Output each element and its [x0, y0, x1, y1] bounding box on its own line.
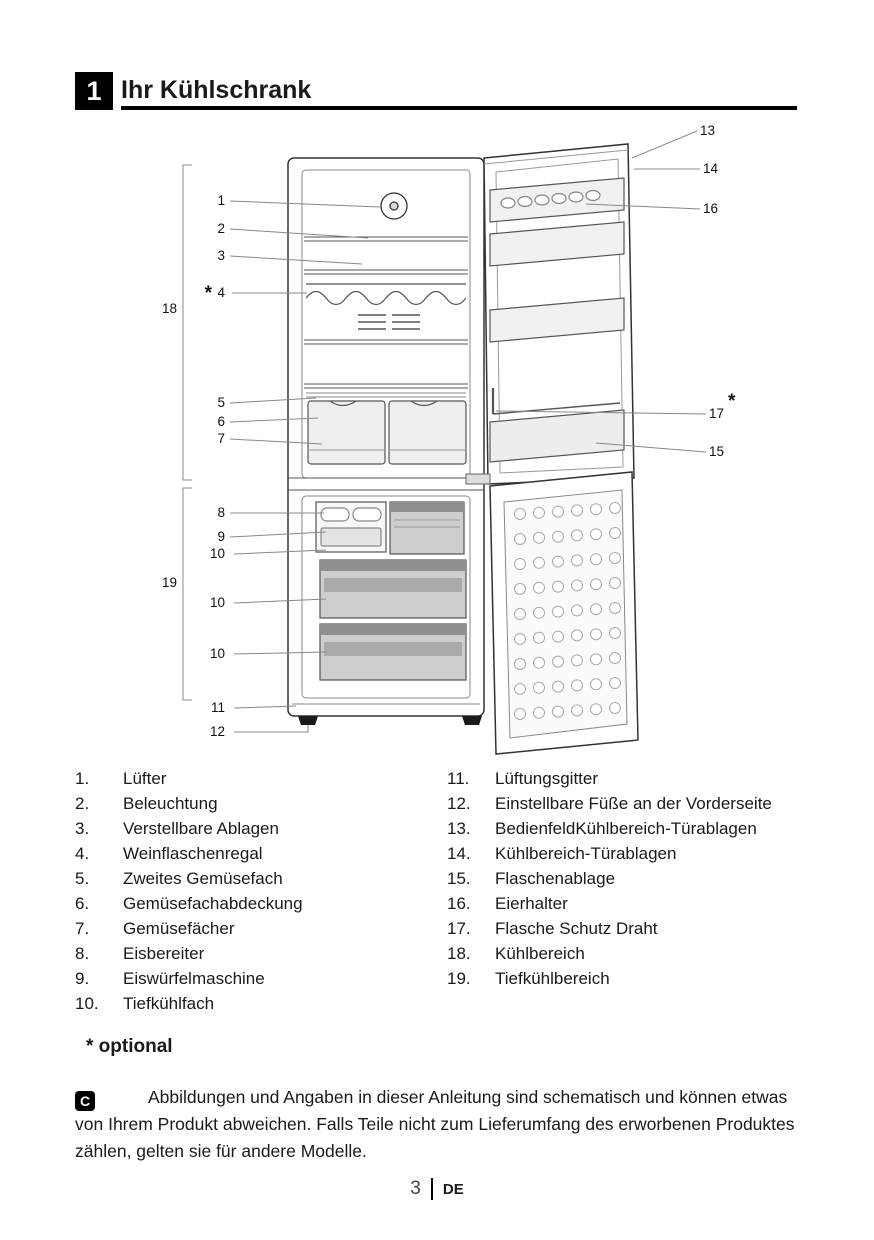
part-label: Zweites Gemüsefach [123, 869, 283, 888]
callout-14: 14 [703, 161, 719, 176]
part-label: Gemüsefachabdeckung [123, 894, 303, 913]
refrigerator-diagram [60, 112, 800, 772]
page-title: Ihr Kühlschrank [121, 76, 312, 104]
callout-12: 12 [209, 724, 225, 739]
part-number: 10. [75, 994, 99, 1013]
part-label: Kühlbereich-Türablagen [495, 844, 677, 863]
part-number: 12. [447, 794, 471, 813]
part-item [75, 766, 447, 791]
part-item [75, 866, 447, 891]
part-number: 9. [75, 969, 90, 988]
part-label: Flasche Schutz Draht [495, 919, 658, 938]
callout-10c: 10 [209, 646, 225, 661]
callout-18: 18 [161, 301, 177, 316]
part-number: 19. [447, 969, 471, 988]
part-item [447, 916, 799, 941]
part-item [75, 791, 447, 816]
part-label: BedienfeldKühlbereich-Türablagen [495, 819, 757, 838]
part-label: Verstellbare Ablagen [123, 819, 279, 838]
part-label: Eierhalter [495, 894, 568, 913]
part-label: Lüfter [123, 769, 167, 788]
info-icon: C [75, 1091, 95, 1111]
page-footer [0, 1178, 874, 1200]
part-number: 7. [75, 919, 90, 938]
callout-16: 16 [703, 201, 719, 216]
part-number: 4. [75, 844, 90, 863]
part-label: Lüftungsgitter [495, 769, 599, 788]
part-label: Tiefkühlfach [123, 994, 215, 1013]
part-number: 8. [75, 944, 90, 963]
freezer-door [466, 472, 638, 754]
part-number: 1. [75, 769, 90, 788]
callout-15: 15 [709, 444, 725, 459]
part-item [75, 891, 447, 916]
part-item [447, 866, 799, 891]
part-number: 3. [75, 819, 90, 838]
header-rule [121, 72, 797, 110]
part-number: 15. [447, 869, 471, 888]
part-number: 17. [447, 919, 471, 938]
part-item [447, 966, 799, 991]
part-item [75, 916, 447, 941]
optional-note: * optional [86, 1036, 173, 1057]
part-item [447, 841, 799, 866]
part-label: Weinflaschenregal [123, 844, 263, 863]
part-label: Gemüsefächer [123, 919, 235, 938]
part-number: 5. [75, 869, 90, 888]
info-text: Abbildungen und Angaben in dieser Anleitung sind schematisch und können etwas von Ihrem Produkt abweichen. Falls Teile nicht zum Lieferumfang des erworbenen Produktes zählen, gelten sie für andere Modelle. [75, 1087, 795, 1161]
section-number-box: 1 [75, 72, 113, 110]
part-label: Tiefkühlbereich [495, 969, 610, 988]
part-label: Eiswürfelmaschine [123, 969, 265, 988]
part-item [75, 841, 447, 866]
callout-13: 13 [700, 123, 716, 138]
language-code: DE [442, 1180, 464, 1198]
callout-19: 19 [161, 575, 177, 590]
parts-list-right-column [447, 766, 799, 1016]
callout-2: 2 [217, 221, 225, 236]
callout-10b: 10 [209, 595, 225, 610]
ice-maker [316, 502, 386, 552]
part-item [75, 941, 447, 966]
bracket-19 [183, 488, 192, 700]
part-item [447, 766, 799, 791]
part-number: 6. [75, 894, 90, 913]
parts-list [75, 766, 799, 1016]
part-label: Kühlbereich [495, 944, 585, 963]
part-item [75, 816, 447, 841]
part-item [447, 816, 799, 841]
callout-17: 17 [709, 406, 725, 421]
part-number: 16. [447, 894, 471, 913]
optional-star-left: * [204, 283, 212, 304]
part-item [447, 791, 799, 816]
callout-11: 11 [210, 700, 225, 715]
callout-10a: 10 [209, 546, 225, 561]
optional-star-right: * [728, 391, 736, 412]
part-label: Beleuchtung [123, 794, 218, 813]
callout-8: 8 [217, 505, 225, 520]
adjustable-feet [298, 716, 482, 725]
page-number: 3 [410, 1178, 421, 1199]
part-number: 2. [75, 794, 90, 813]
callout-6: 6 [217, 414, 225, 429]
callout-4: 4 [217, 285, 225, 300]
part-number: 18. [447, 944, 471, 963]
callout-1: 1 [217, 193, 225, 208]
part-item [75, 991, 447, 1016]
part-label: Eisbereiter [123, 944, 205, 963]
parts-list-left-column [75, 766, 447, 1016]
callout-3: 3 [217, 248, 225, 263]
part-item [447, 891, 799, 916]
info-note [75, 1084, 804, 1164]
part-number: 14. [447, 844, 471, 863]
part-number: 13. [447, 819, 471, 838]
callout-5: 5 [217, 395, 225, 410]
callout-9: 9 [217, 529, 225, 544]
footer-divider [431, 1178, 433, 1200]
part-label: Einstellbare Füße an der Vorderseite [495, 794, 772, 813]
fan [381, 193, 407, 219]
part-item [447, 941, 799, 966]
bracket-18 [183, 165, 192, 480]
part-label: Flaschenablage [495, 869, 616, 888]
callout-7: 7 [217, 431, 225, 446]
section-header [75, 72, 797, 110]
part-number: 11. [447, 769, 470, 788]
part-item [75, 966, 447, 991]
